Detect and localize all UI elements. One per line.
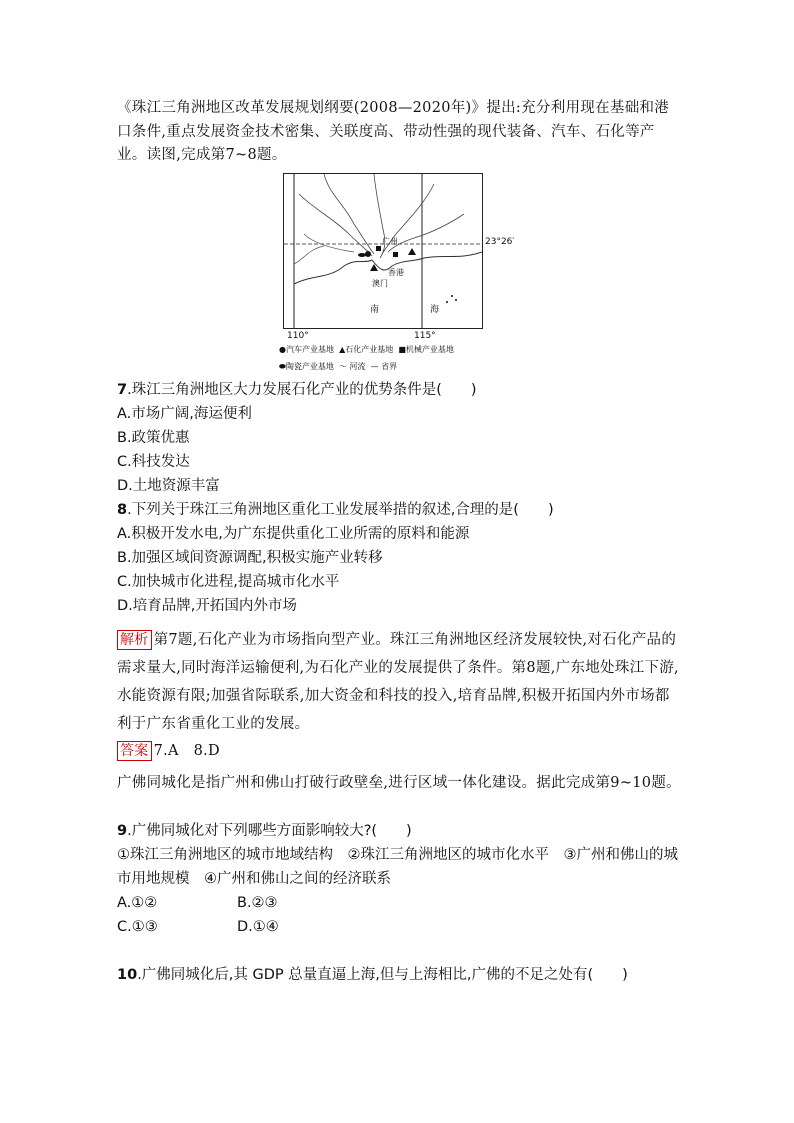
question-9 bbox=[117, 819, 412, 843]
q7-stem: .珠江三角洲地区大力发展石化产业的优势条件是( ) bbox=[127, 382, 477, 398]
q9-option-b[interactable]: B.②③ bbox=[237, 895, 278, 911]
q8-stem: .下列关于珠江三角洲地区重化工业发展举措的叙述,合理的是( ) bbox=[127, 502, 554, 518]
legend-border: — 省界 bbox=[370, 362, 398, 371]
q8-option-d[interactable]: D.培育品牌,开拓国内外市场 bbox=[117, 598, 297, 614]
analysis-block bbox=[117, 626, 683, 738]
label-xianggang: 香港 bbox=[388, 268, 404, 277]
legend-ceramics: ⬬陶瓷产业基地 bbox=[279, 362, 334, 371]
legend-row-1 bbox=[279, 344, 454, 355]
q10-number: 10 bbox=[117, 967, 138, 983]
legend-river: 〜 河流 bbox=[338, 362, 366, 371]
label-sea-hai: 海 bbox=[430, 305, 440, 315]
q9-option-a[interactable]: A.①② bbox=[117, 895, 158, 911]
legend-machinery: ■机械产业基地 bbox=[398, 345, 454, 354]
label-guangzhou: 广州 bbox=[382, 237, 398, 246]
pearl-river-delta-map bbox=[283, 173, 483, 329]
q7-option-d[interactable]: D.土地资源丰富 bbox=[117, 478, 220, 494]
map-drawing bbox=[284, 174, 482, 328]
answer-block bbox=[117, 740, 683, 764]
intro-paragraph-2: 广佛同城化是指广州和佛山打破行政壁垒,进行区域一体化建设。据此完成第9~10题。 bbox=[117, 775, 681, 791]
machinery-base-marker-2 bbox=[393, 252, 398, 257]
intro-paragraph: 《珠江三角洲地区改革发展规划纲要(2008—2020年)》提出:充分利用现在基础和港口条件,重点发展资金技术密集、关联度高、带动性强的现代装备、汽车、石化等产业。读图,完成第7~8题。 bbox=[117, 100, 670, 163]
q7-option-c[interactable]: C.科技发达 bbox=[117, 454, 190, 470]
q8-option-c[interactable]: C.加快城市化进程,提高城市化水平 bbox=[117, 574, 340, 590]
analysis-text: 第7题,石化产业为市场指向型产业。珠江三角洲地区经济发展较快,对石化产品的需求量大,同时海洋运输便利,为石化产业的发展提供了条件。第8题,广东地处珠江下游,水能资源有限;加强省际联系,加大资金和科技的投入,培育品牌,积极开拓国内外市场都利于广东省重化工业的发展。 bbox=[117, 632, 679, 732]
q9-items: ①珠江三角洲地区的城市地域结构 ②珠江三角洲地区的城市化水平 ③广州和佛山的城市用地规模 ④广州和佛山之间的经济联系 bbox=[117, 847, 678, 887]
label-sea-nan: 南 bbox=[370, 305, 380, 315]
q10-stem: .广佛同城化后,其 GDP 总量直逼上海,但与上海相比,广佛的不足之处有( ) bbox=[137, 967, 628, 983]
automobile-base-marker bbox=[365, 251, 371, 257]
machinery-base-marker bbox=[376, 246, 381, 251]
legend-petrochemical: ▲石化产业基地 bbox=[339, 345, 394, 354]
longitude-110-label: 110° bbox=[287, 331, 309, 341]
ceramics-base-marker bbox=[358, 253, 366, 257]
q7-option-a[interactable]: A.市场广阔,海运便利 bbox=[117, 406, 252, 422]
q8-number: 8 bbox=[117, 502, 128, 518]
q8-option-a[interactable]: A.积极开发水电,为广东提供重化工业所需的原料和能源 bbox=[117, 526, 470, 542]
q9-stem: .广佛同城化对下列哪些方面影响较大?( ) bbox=[127, 823, 412, 839]
label-aomen: 澳门 bbox=[372, 279, 388, 288]
q9-number: 9 bbox=[117, 823, 128, 839]
question-8 bbox=[117, 498, 554, 522]
analysis-tag: 解析 bbox=[117, 630, 152, 650]
question-7 bbox=[117, 378, 477, 402]
answer-tag: 答案 bbox=[117, 741, 152, 761]
answer-text: 7.A 8.D bbox=[153, 743, 220, 759]
longitude-115-label: 115° bbox=[414, 331, 436, 341]
legend-automobile: ●汽车产业基地 bbox=[279, 345, 334, 354]
map-legend bbox=[279, 344, 454, 372]
legend-row-2 bbox=[279, 361, 454, 372]
q7-option-b[interactable]: B.政策优惠 bbox=[117, 430, 190, 446]
petrochemical-base-marker bbox=[408, 248, 416, 255]
q8-option-b[interactable]: B.加强区域间资源调配,积极实施产业转移 bbox=[117, 550, 383, 566]
q9-option-c[interactable]: C.①③ bbox=[117, 919, 158, 935]
latitude-label: 23°26′ bbox=[485, 237, 515, 247]
q9-option-d[interactable]: D.①④ bbox=[237, 919, 279, 935]
q7-number: 7 bbox=[117, 382, 128, 398]
question-10 bbox=[117, 963, 628, 987]
